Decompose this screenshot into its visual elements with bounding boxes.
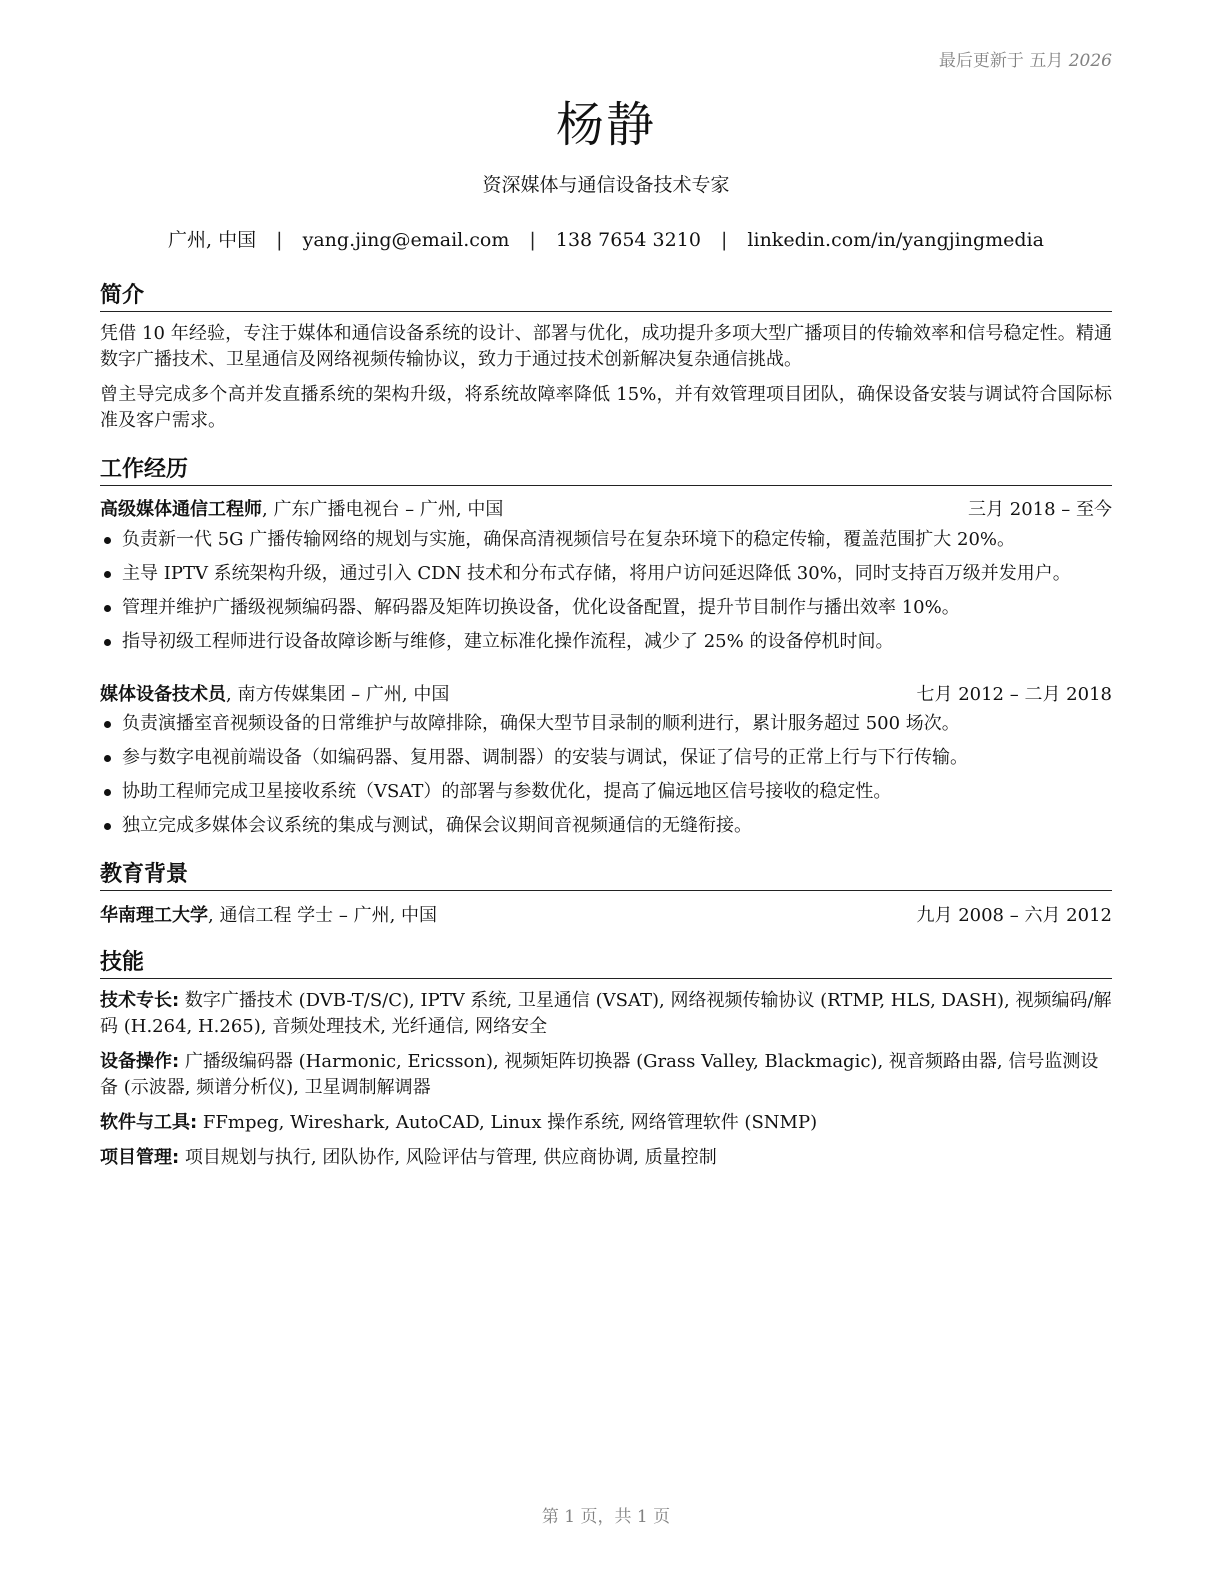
skill-row-technical (100, 988, 1112, 1040)
education-detail: , 通信工程 学士 – 广州, 中国 (208, 905, 438, 926)
list-item: 独立完成多媒体会议系统的集成与测试，确保会议期间音视频通信的无缝衔接。 (100, 813, 1112, 847)
skill-value: FFmpeg, Wireshark, AutoCAD, Linux 操作系统, 网络管理软件 (SNMP) (197, 1112, 818, 1133)
job-org: , 广东广播电视台 – 广州, 中国 (262, 499, 504, 520)
job-header-2 (100, 680, 1112, 706)
skill-row-management (100, 1145, 1112, 1171)
section-title-summary: 简介 (100, 278, 1112, 312)
contact-separator: | (720, 229, 728, 251)
section-title-experience: 工作经历 (100, 452, 1112, 486)
list-item: 指导初级工程师进行设备故障诊断与维修，建立标准化操作流程，减少了 25% 的设备停机时间。 (100, 629, 1112, 663)
list-item: 主导 IPTV 系统架构升级，通过引入 CDN 技术和分布式存储，将用户访问延迟降低 30%，同时支持百万级并发用户。 (100, 561, 1112, 595)
skill-value: 数字广播技术 (DVB-T/S/C), IPTV 系统, 卫星通信 (VSAT), 网络视频传输协议 (RTMP, HLS, DASH), 视频编码/解码 (H.264, H.265), 音频处理技术, 光纤通信, 网络安全 (100, 990, 1112, 1037)
summary-paragraph-2: 曾主导完成多个高并发直播系统的架构升级，将系统故障率降低 15%，并有效管理项目团队，确保设备安装与调试符合国际标准及客户需求。 (100, 384, 1112, 431)
job-org: , 南方传媒集团 – 广州, 中国 (226, 684, 450, 705)
education-school: 华南理工大学 (100, 905, 208, 926)
last-updated-year: 2026 (1068, 51, 1112, 71)
list-item: 负责演播室音视频设备的日常维护与故障排除，确保大型节目录制的顺利进行，累计服务超过 500 场次。 (100, 711, 1112, 745)
education-dates: 九月 2008 – 六月 2012 (916, 905, 1112, 926)
contact-separator: | (529, 229, 536, 251)
section-title-skills: 技能 (100, 945, 1112, 979)
contact-linkedin-link[interactable]: linkedin.com/in/yangjingmedia (747, 229, 1044, 251)
job-dates: 三月 2018 – 至今 (968, 499, 1112, 520)
last-updated (939, 46, 1112, 71)
candidate-headline: 资深媒体与通信设备技术专家 (482, 174, 730, 196)
job-header-1 (100, 495, 1112, 521)
skill-label: 设备操作: (100, 1051, 180, 1072)
skill-value: 项目规划与执行, 团队协作, 风险评估与管理, 供应商协调, 质量控制 (179, 1147, 717, 1168)
list-item: 管理并维护广播级视频编码器、解码器及矩阵切换设备，优化设备配置，提升节目制作与播出效率 10%。 (100, 595, 1112, 629)
job-bullets-1 (100, 527, 1112, 663)
skill-label: 技术专长: (100, 990, 180, 1011)
contact-phone: 138 7654 3210 (555, 229, 701, 251)
section-title-education: 教育背景 (100, 857, 1112, 891)
list-item: 协助工程师完成卫星接收系统（VSAT）的部署与参数优化，提高了偏远地区信号接收的稳定性。 (100, 779, 1112, 813)
list-item: 负责新一代 5G 广播传输网络的规划与实施，确保高清视频信号在复杂环境下的稳定传输，覆盖范围扩大 20%。 (100, 527, 1112, 561)
job-role: 高级媒体通信工程师 (100, 499, 262, 520)
list-item: 参与数字电视前端设备（如编码器、复用器、调制器）的安装与调试，保证了信号的正常上行与下行传输。 (100, 745, 1112, 779)
skill-label: 软件与工具: (100, 1112, 198, 1133)
contact-line (100, 225, 1112, 252)
contact-separator: | (276, 229, 283, 251)
contact-email-link[interactable]: yang.jing@email.com (302, 229, 510, 251)
job-role: 媒体设备技术员 (100, 684, 226, 705)
candidate-name: 杨静 (555, 97, 656, 153)
summary-paragraph-1: 凭借 10 年经验，专注于媒体和通信设备系统的设计、部署与优化，成功提升多项大型广播项目的传输效率和信号稳定性。精通数字广播技术、卫星通信及网络视频传输协议，致力于通过技术创新解决复杂通信挑战。 (100, 323, 1112, 370)
page-number: 第 1 页，共 1 页 (541, 1507, 671, 1527)
job-bullets-2 (100, 711, 1112, 847)
job-dates: 七月 2012 – 二月 2018 (916, 684, 1112, 705)
last-updated-prefix: 最后更新于 五月 (938, 51, 1064, 71)
skill-row-equipment (100, 1049, 1112, 1101)
resume-page (100, 0, 1112, 1584)
contact-location: 广州, 中国 (168, 229, 257, 251)
skill-value: 广播级编码器 (Harmonic, Ericsson), 视频矩阵切换器 (Grass Valley, Blackmagic), 视音频路由器, 信号监测设备 (示波器, 频谱分析仪), 卫星调制解调器 (100, 1051, 1099, 1098)
skill-row-software (100, 1110, 1112, 1136)
skill-label: 项目管理: (100, 1147, 180, 1168)
education-row (100, 901, 1112, 927)
